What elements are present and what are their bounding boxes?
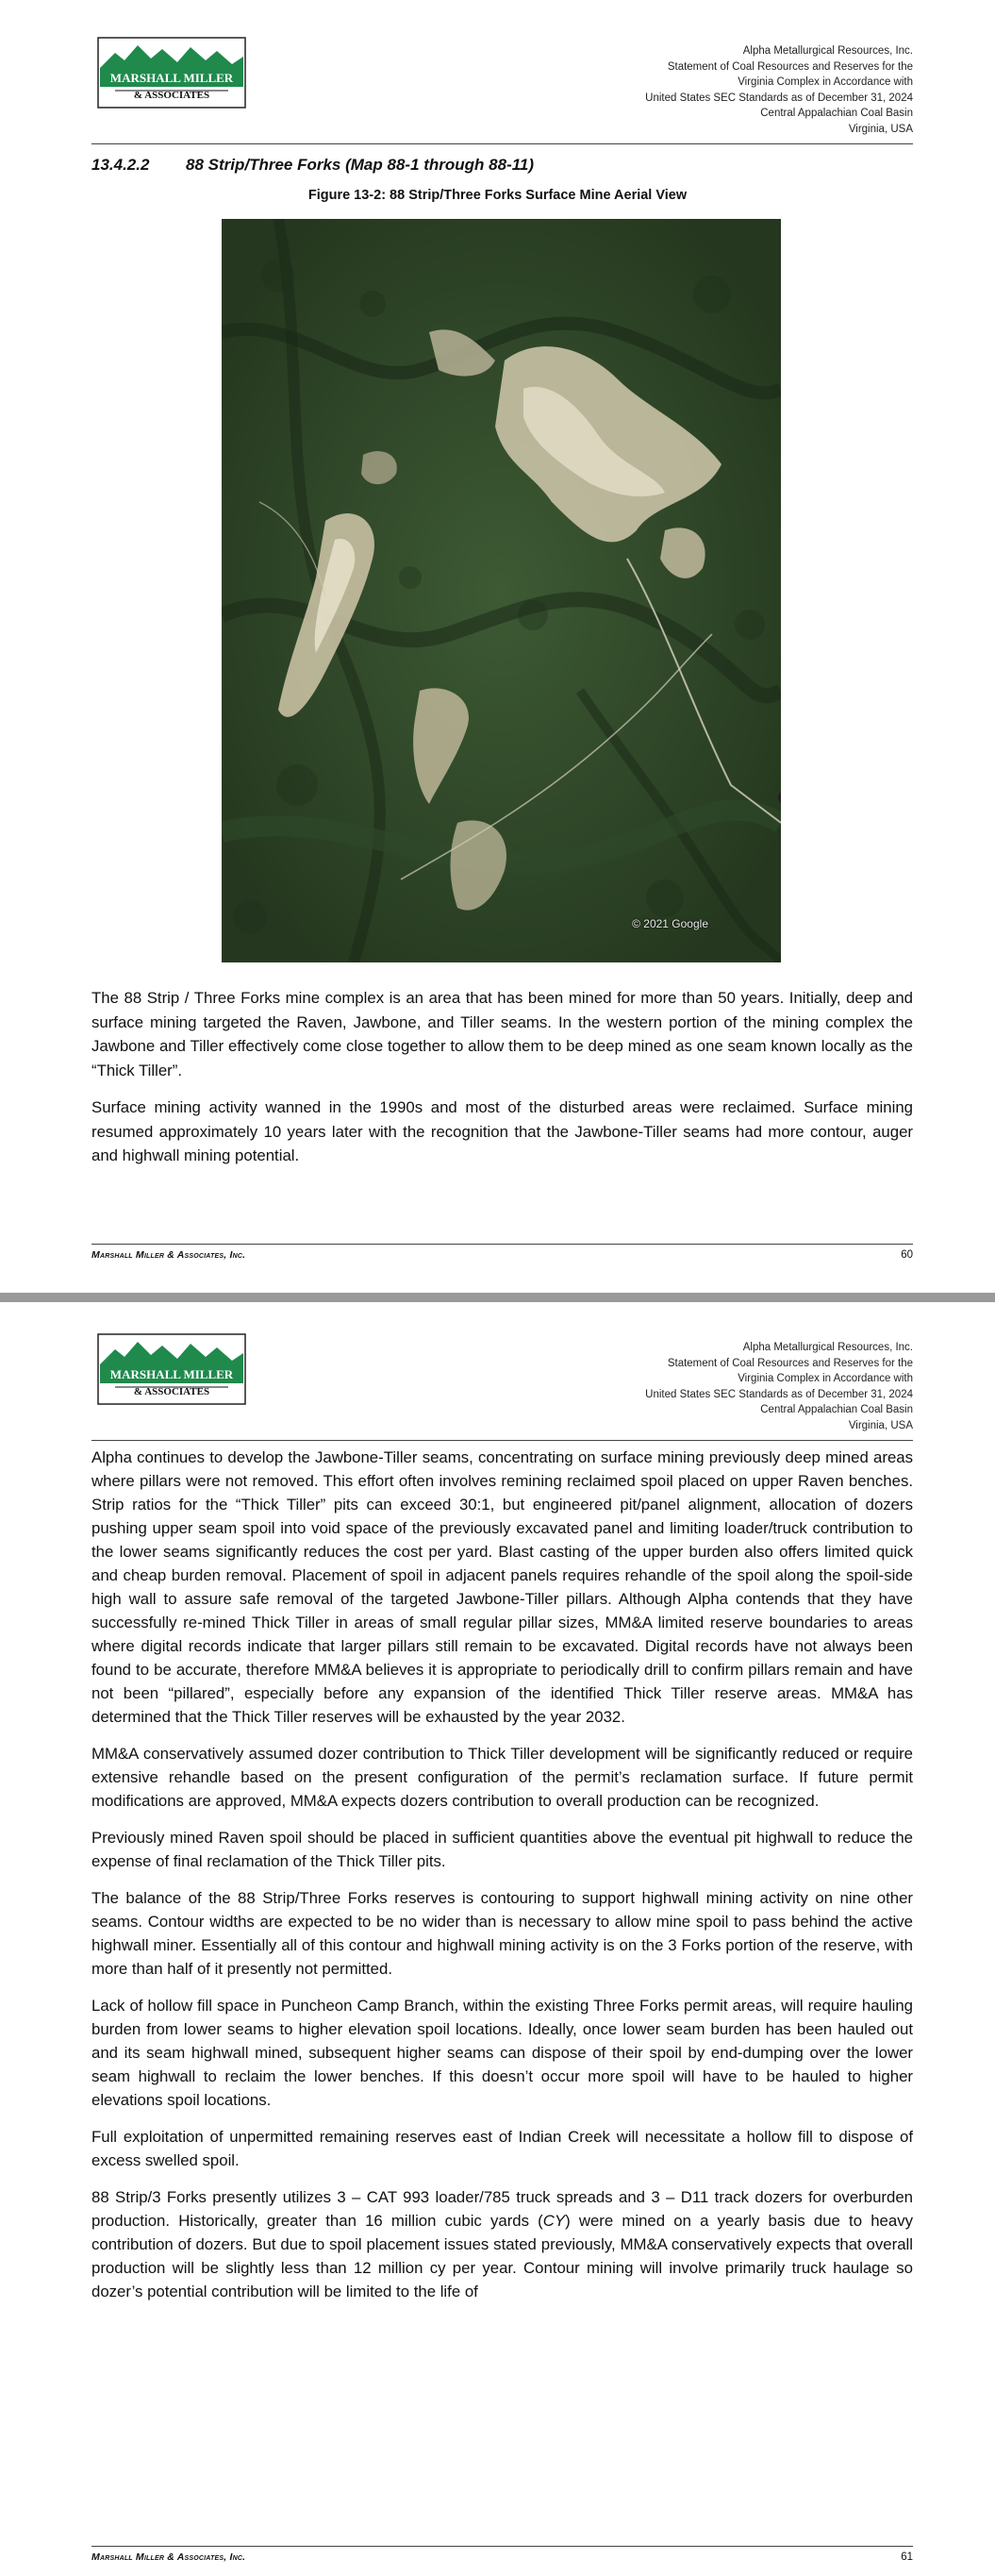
page61-body — [91, 1446, 913, 2317]
header-line-6: Virginia, USA — [848, 1419, 913, 1431]
paragraph: Surface mining activity wanned in the 1990s and most of the disturbed areas were reclaimed. Surface mining resumed approximately 10 years later with the recognition that the Jawbone-Tiller seams had more contour, auger and highwall mining potential. — [91, 1098, 913, 1164]
paragraph — [91, 2185, 913, 2303]
paragraph: Lack of hollow fill space in Puncheon Camp Branch, within the existing Three Forks permit areas, will require hauling burden from lower seams to higher elevation spoil locations. Ideally, once lower seam burden has been hauled out and its seam highwall mined, subsequent higher seams can dispose of their spoil by end-dumping over the lower seam highwall to reclaim the lower benches. If this doesn’t occur more spoil will have to be hauled to higher elevations spoil locations. — [91, 1997, 913, 2109]
section-number: 13.4.2.2 — [91, 156, 150, 174]
paragraph: The balance of the 88 Strip/Three Forks reserves is contouring to support highwall mining activity on nine other seams. Contour widths are expected to be no wider than is necessary to allow mine spoil to pass behind the active highwall miner. Essentially all of this contour and highwall mining activity is on the 3 Forks portion of the reserve, with more than half of it presently not permitted. — [91, 1889, 913, 1978]
paragraph-text: ) were mined on a yearly basis due to heavy contribution of dozers. But due to spoil placement issues stated previously, MM&A conservatively expects that overall production will be slightly less than 12 million cy per year. Contour mining will involve primarily truck haulage so dozer’s potential contribution will be limited to the life of — [91, 2212, 913, 2300]
paragraph: The 88 Strip / Three Forks mine complex is an area that has been mined for more than 50 years. Initially, deep and surface mining targeted the Raven, Jawbone, and Tiller seams. In the western portion of the mining complex the Jawbone and Tiller effectively come close together to allow them to be deep mined as one seam known locally as the “Thick Tiller”. — [91, 989, 913, 1079]
header-line-4: United States SEC Standards as of December 31, 2024 — [645, 1388, 913, 1400]
header-line-3: Virginia Complex in Accordance with — [738, 1373, 913, 1384]
header-divider — [91, 143, 913, 144]
header-line-5: Central Appalachian Coal Basin — [760, 1404, 913, 1415]
svg-text:& ASSOCIATES: & ASSOCIATES — [133, 1386, 210, 1397]
svg-text:& ASSOCIATES: & ASSOCIATES — [133, 90, 210, 101]
page60-body — [91, 986, 913, 1181]
document-header — [645, 1340, 913, 1433]
paragraph: Full exploitation of unpermitted remaining reserves east of Indian Creek will necessitate a hollow fill to dispose of excess swelled spoil. — [91, 2128, 913, 2169]
header-company: Alpha Metallurgical Resources, Inc. — [742, 1342, 913, 1353]
image-watermark: © 2021 Google — [632, 917, 708, 930]
header-line-3: Virginia Complex in Accordance with — [738, 76, 913, 88]
document-header — [645, 43, 913, 137]
header-company: Alpha Metallurgical Resources, Inc. — [742, 45, 913, 57]
hand-cursor-icon — [733, 332, 781, 962]
footer-divider — [91, 1244, 913, 1245]
page-number: 61 — [901, 2551, 913, 2563]
header-line-6: Virginia, USA — [848, 123, 913, 135]
paragraph-text: 88 Strip/3 Forks presently utilizes 3 – CAT 993 loader/785 truck spreads and 3 – D11 track dozers for overburden production. Historically, greater than 16 million cubic yards ( — [91, 2188, 913, 2230]
paragraph: MM&A conservatively assumed dozer contribution to Thick Tiller development will be significantly reduced or require extensive rehandle based on the present configuration of the permit’s reclamation surface. If future permit modifications are approved, MM&A expects dozers contribution to overall production can be recognized. — [91, 1745, 913, 1810]
header-line-2: Statement of Coal Resources and Reserves for the — [667, 60, 913, 73]
page-number: 60 — [901, 1249, 913, 1261]
header-line-4: United States SEC Standards as of December 31, 2024 — [645, 92, 913, 104]
unit-abbreviation: CY — [542, 2212, 566, 2230]
svg-text:MARSHALL MILLER: MARSHALL MILLER — [109, 1367, 234, 1381]
paragraph: Alpha continues to develop the Jawbone-Tiller seams, concentrating on surface mining previously deep mined areas where pillars were not removed. This effort often involves remining reclaimed spoil placed on upper Raven benches. Strip ratios for the “Thick Tiller” pits can exceed 30:1, but engineered pit/panel alignment, allocation of dozers pushing upper seam spoil into void space of the previously excavated panel and limiting loader/truck contribution to the lower seams significantly reduces the cost per yard. Blast casting of the upper burden also offers limited quick and cheap burden removal. Placement of spoil in adjacent panels requires rehandle of the spoil along the spoil-side high wall to assure safe removal of the targeted Jawbone-Tiller pillars. Although Alpha contends that they have successfully re-mined Thick Tiller in areas of small regular pillar sizes, MM&A limited reserve boundaries to areas where digital records indicate that larger pillars still remain to be excavated. Digital records have not always been found to be accurate, therefore MM&A believes it is appropriate to periodically drill to confirm pillars remain and have not been “pillared”, especially before any expansion of the identified Thick Tiller reserve areas. MM&A has determined that the Thick Tiller reserves will be exhausted by the year 2032. — [91, 1448, 913, 1726]
header-divider — [91, 1440, 913, 1441]
header-line-2: Statement of Coal Resources and Reserves for the — [667, 1357, 913, 1369]
paragraph: Previously mined Raven spoil should be placed in sufficient quantities above the eventual pit highwall to reduce the expense of final reclamation of the Thick Tiller pits. — [91, 1829, 913, 1870]
marshall-miller-logo — [96, 36, 247, 109]
footer-company: Marshall Miller & Associates, Inc. — [91, 2551, 246, 2563]
aerial-photo — [222, 219, 781, 962]
document-page-61 — [0, 1302, 995, 2576]
aerial-terrain-image — [222, 219, 781, 962]
section-title: 88 Strip/Three Forks (Map 88-1 through 88-11) — [186, 156, 535, 174]
marshall-miller-logo — [96, 1332, 247, 1406]
figure-caption: Figure 13-2: 88 Strip/Three Forks Surface Mine Aerial View — [307, 188, 688, 203]
footer-company: Marshall Miller & Associates, Inc. — [91, 1249, 246, 1261]
svg-text:MARSHALL MILLER: MARSHALL MILLER — [109, 71, 234, 85]
footer-divider — [91, 2546, 913, 2547]
header-line-5: Central Appalachian Coal Basin — [760, 108, 913, 119]
section-heading — [91, 156, 534, 175]
